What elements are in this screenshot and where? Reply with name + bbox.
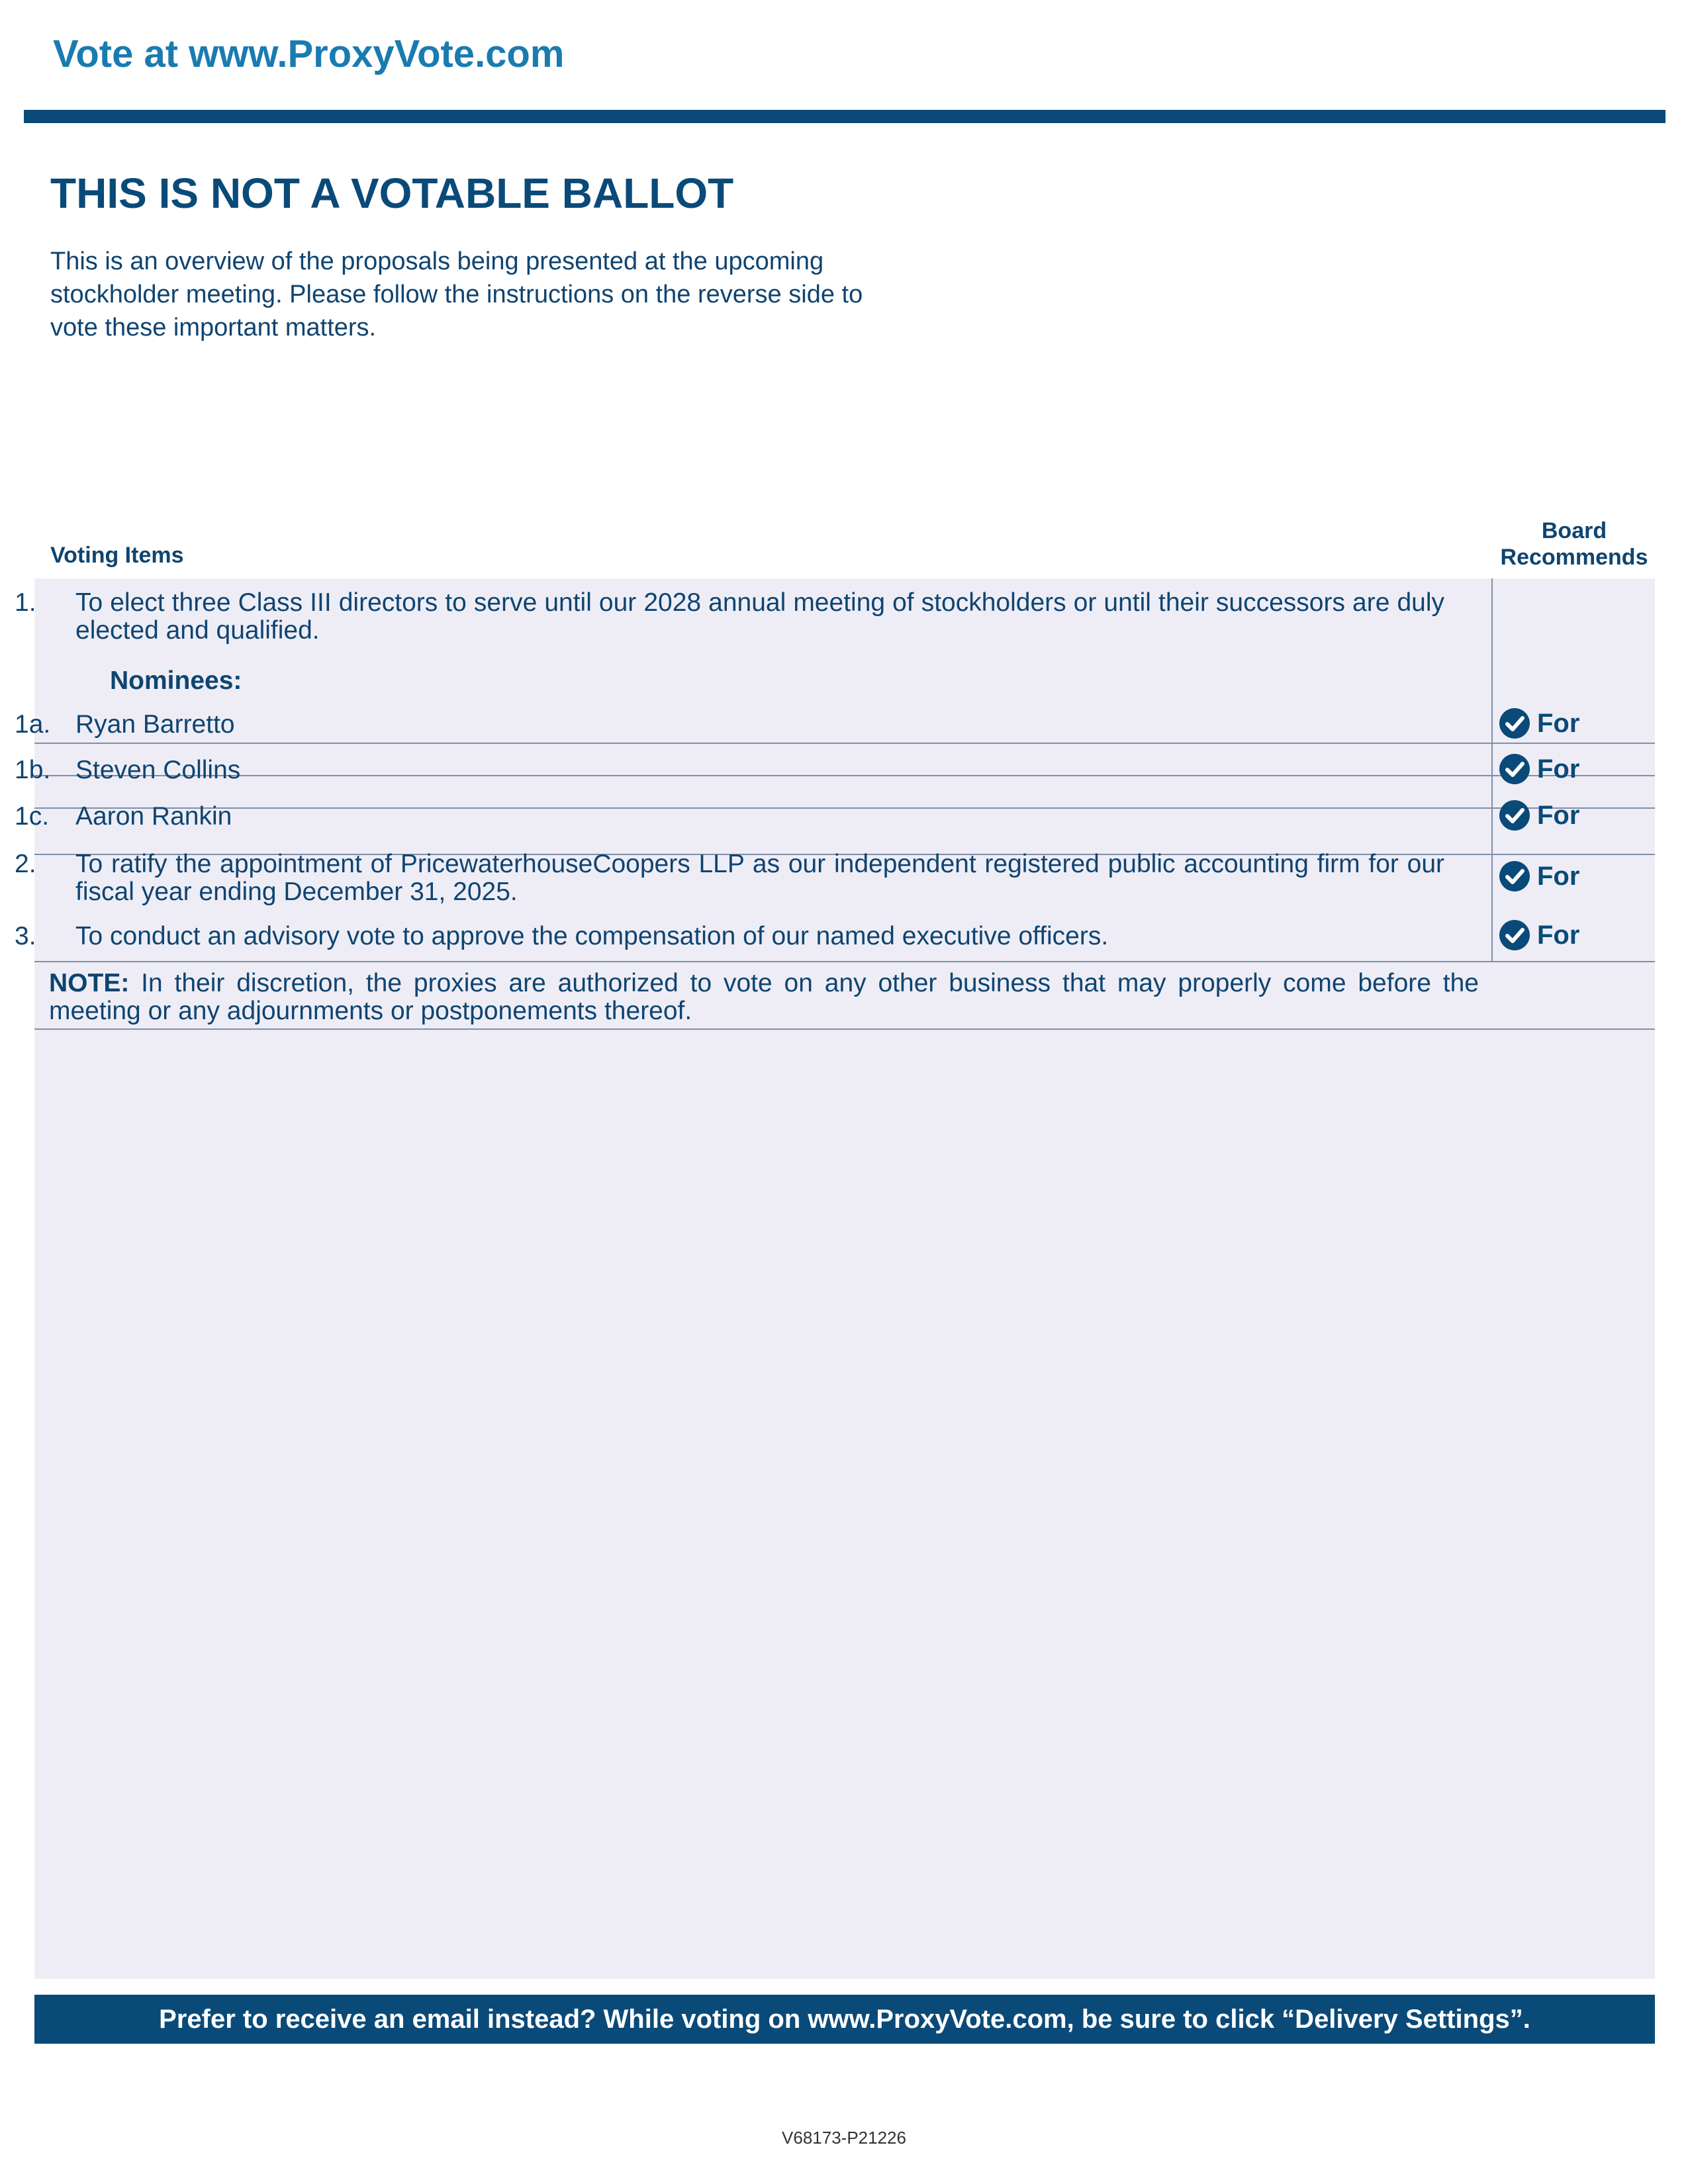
- board-recommends-line2: Recommends: [1500, 545, 1648, 570]
- nominees-label: Nominees:: [110, 666, 242, 695]
- board-recommends-header: [1480, 518, 1668, 570]
- item-text: Steven Collins: [75, 756, 241, 784]
- item-number: 1.: [15, 588, 36, 617]
- recommendation-1b: [1499, 752, 1579, 786]
- note-label: NOTE:: [49, 969, 130, 997]
- recommendation-label: For: [1537, 800, 1580, 830]
- recommendation-label: For: [1537, 754, 1580, 784]
- item-text: To elect three Class III directors to serve until our 2028 annual meeting of stockholders or until their successors are duly elected and qualified.: [75, 588, 1444, 645]
- row-divider: [34, 1028, 1655, 1030]
- item-number: 1a.: [15, 710, 51, 739]
- check-circle-icon: [1499, 799, 1530, 831]
- recommendation-label: For: [1537, 861, 1580, 891]
- email-delivery-banner: [34, 1995, 1655, 2044]
- proxyvote-header-link[interactable]: Vote at www.ProxyVote.com: [53, 32, 565, 75]
- page-title: THIS IS NOT A VOTABLE BALLOT: [50, 169, 734, 217]
- recommendation-label: For: [1537, 920, 1580, 950]
- item-text: Aaron Rankin: [75, 802, 232, 831]
- check-circle-icon: [1499, 707, 1530, 739]
- ballot-panel: [34, 578, 1655, 1979]
- item-text: To ratify the appointment of PricewaterhouseCoopers LLP as our independent registered public accounting firm for our fiscal year ending December 31, 2025.: [75, 850, 1444, 906]
- recommendation-column-divider: [1491, 578, 1493, 961]
- discretion-note: [49, 970, 1479, 1025]
- item-number: 1c.: [15, 802, 50, 831]
- item-number: 2.: [15, 850, 36, 878]
- header-divider: [24, 110, 1665, 123]
- email-delivery-text: Prefer to receive an email instead? While voting on www.ProxyVote.com, be sure to click “Delivery Settings”.: [159, 2004, 1530, 2034]
- check-circle-icon: [1499, 860, 1530, 892]
- recommendation-3: [1499, 918, 1579, 952]
- recommendation-1c: [1499, 798, 1579, 833]
- check-circle-icon: [1499, 753, 1530, 785]
- item-text: Ryan Barretto: [75, 710, 235, 739]
- recommendation-2: [1499, 859, 1579, 893]
- item-number: 1b.: [15, 756, 51, 784]
- recommendation-1a: [1499, 706, 1579, 741]
- row-divider: [34, 743, 1655, 744]
- intro-paragraph: This is an overview of the proposals being presented at the upcoming stockholder meeting. Please follow the instructions on the reverse side to vote these important matters.: [50, 248, 863, 341]
- check-circle-icon: [1499, 919, 1530, 951]
- item-number: 3.: [15, 922, 36, 950]
- item-text: To conduct an advisory vote to approve the compensation of our named executive officers.: [75, 922, 1109, 950]
- note-text: In their discretion, the proxies are authorized to vote on any other business that may properly come before the meeting or any adjournments or postponements thereof.: [49, 969, 1479, 1025]
- row-divider: [34, 961, 1655, 962]
- recommendation-label: For: [1537, 708, 1580, 738]
- board-recommends-line1: Board: [1541, 518, 1607, 543]
- voting-items-header: Voting Items: [50, 543, 184, 568]
- document-control-code: V68173-P21226: [782, 2128, 906, 2148]
